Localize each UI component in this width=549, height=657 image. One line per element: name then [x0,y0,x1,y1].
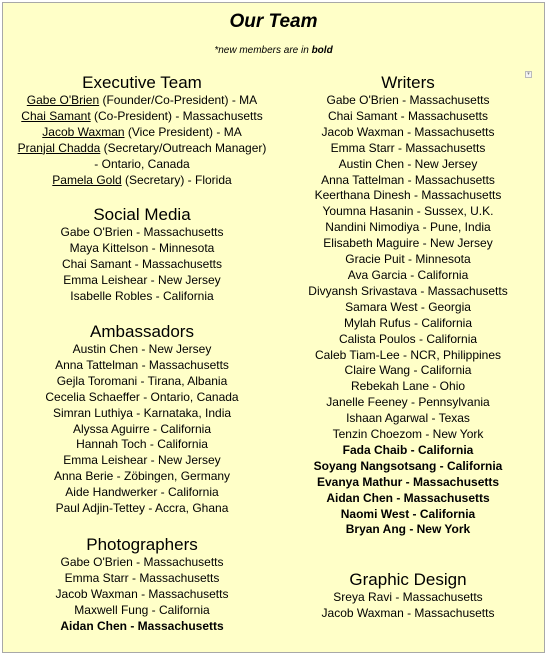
note-bold-word: bold [311,45,333,56]
member-role: (Vice President) - MA [124,124,242,139]
ambassador-member: Cecelia Schaeffer - Ontario, Canada [45,389,239,404]
member-name-link[interactable]: Chai Samant [21,108,91,123]
social-media-member: Chai Samant - Massachusetts [61,256,223,271]
member-role: (Founder/Co-President) - MA [99,93,258,107]
member-name-link[interactable]: Pranjal Chadda [17,140,101,155]
writer-member: Ishaan Agarwal - Texas [346,411,470,426]
photographers-heading: Photographers [86,535,198,554]
member-role: (Secretary) - Florida [121,172,232,187]
writer-member: Emma Starr - Massachusetts [330,140,486,155]
ambassador-member: Anna Tattelman - Massachusetts [55,357,229,372]
member-role: (Secretary/Outreach Manager) [100,140,267,155]
ambassador-member: Hannah Toch - California [76,437,208,452]
writer-member: Chai Samant - Massachusetts [327,108,489,123]
social-media-member: Isabelle Robles - California [70,288,214,303]
writer-member: Janelle Feeney - Pennsylvania [326,395,490,410]
writer-member: Jacob Waxman - Massachusetts [321,124,495,139]
member-name-link[interactable]: Pamela Gold [52,172,122,187]
ambassadors-list [13,342,271,517]
writer-member: Elisabeth Maguire - New Jersey [323,236,493,251]
ambassador-member: Paul Adjin-Tettey - Accra, Ghana [55,501,229,516]
executive-team-list [13,93,271,188]
ambassador-member: Aide Handwerker - California [65,485,219,500]
social-media-section [13,205,271,305]
collapse-icon[interactable]: ▾ [525,71,532,78]
photographer-member: Emma Starr - Massachusetts [64,570,220,585]
writer-member: Austin Chen - New Jersey [338,156,478,171]
writer-member: Naomi West - California [340,506,476,521]
member-name-link[interactable]: Gabe O'Brien [26,93,100,107]
social-media-list [13,225,271,305]
team-panel [2,2,545,653]
executive-member [13,93,271,109]
writer-member: Ava Garcia - California [347,267,469,282]
ambassador-member: Simran Luthiya - Karnataka, India [52,405,232,420]
writer-member: Calista Poulos - California [338,331,478,346]
member-role: - Ontario, Canada [94,156,190,171]
writers-list [299,93,517,538]
social-media-member: Emma Leishear - New Jersey [63,272,221,287]
photographer-member: Jacob Waxman - Massachusetts [55,586,229,601]
graphic-design-list [299,590,517,622]
executive-member [13,173,271,189]
executive-member [13,157,271,173]
writer-member: Soyang Nangsotsang - California [313,458,503,473]
ambassador-member: Alyssa Aguirre - California [72,421,212,436]
graphic-design-member: Jacob Waxman - Massachusetts [321,605,495,620]
writer-member: Gabe O'Brien - Massachusetts [326,93,490,107]
ambassadors-heading: Ambassadors [90,322,194,341]
photographers-section [13,535,271,635]
ambassador-member: Gejla Toromani - Tirana, Albania [56,373,228,388]
page-title: Our Team [229,11,318,32]
social-media-heading: Social Media [93,205,191,224]
social-media-member: Maya Kittelson - Minnesota [69,240,215,255]
writer-member: Rebekah Lane - Ohio [350,379,466,394]
executive-team-heading: Executive Team [82,73,202,92]
ambassador-member: Anna Berie - Zöbingen, Germany [53,469,231,484]
photographer-member: Gabe O'Brien - Massachusetts [60,555,224,569]
writer-member: Keerthana Dinesh - Massachusetts [314,188,502,203]
ambassador-member: Emma Leishear - New Jersey [63,453,221,468]
photographers-list [13,555,271,635]
graphic-design-heading: Graphic Design [349,570,467,589]
photographer-member: Aidan Chen - Massachusetts [60,618,224,633]
writer-member: Evanya Mathur - Massachusetts [316,474,500,489]
writer-member: Claire Wang - California [344,363,472,378]
writer-member: Nandini Nimodiya - Pune, India [325,220,491,235]
writer-member: Fada Chaib - California [342,442,474,457]
member-name-link[interactable]: Jacob Waxman [42,124,125,139]
left-column [13,3,271,652]
social-media-member: Gabe O'Brien - Massachusetts [60,225,224,239]
writer-member: Tenzin Choezom - New York [332,427,484,442]
executive-member [13,109,271,125]
writer-member: Samara West - Georgia [345,299,471,314]
writer-member: Youmna Hasanin - Sussex, U.K. [322,204,494,219]
writer-member: Caleb Tiam-Lee - NCR, Philippines [314,347,502,362]
writer-member: Gracie Puit - Minnesota [345,252,471,267]
ambassadors-section [13,322,271,517]
writer-member: Bryan Ang - New York [345,522,471,537]
executive-team-section [13,73,271,188]
writer-member: Aidan Chen - Massachusetts [326,490,490,505]
right-column [299,3,517,652]
note-prefix: *new members are in [214,45,312,56]
graphic-design-member: Sreya Ravi - Massachusetts [333,590,483,604]
graphic-design-section [299,570,517,622]
photographer-member: Maxwell Fung - California [74,602,210,617]
writer-member: Anna Tattelman - Massachusetts [321,172,495,187]
ambassador-member: Austin Chen - New Jersey [72,342,212,356]
writer-member: Divyansh Srivastava - Massachusetts [308,283,508,298]
writers-heading: Writers [381,73,435,92]
writers-section [299,73,517,538]
writer-member: Mylah Rufus - California [343,315,473,330]
executive-member [13,125,271,141]
executive-member [13,141,271,157]
member-role: (Co-President) - Massachusetts [90,108,263,123]
